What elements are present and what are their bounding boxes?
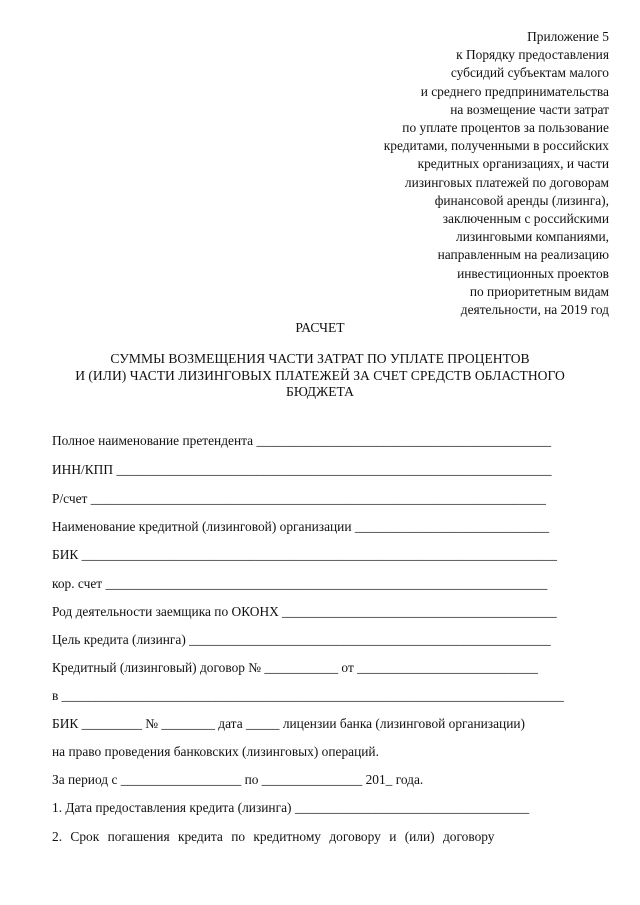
document-subtitle <box>50 351 590 401</box>
form-line-credit-date: 1. Дата предоставления кредита (лизинга) ___________________________________ <box>52 800 530 815</box>
appendix-line: Приложение 5 <box>527 29 609 44</box>
form-line-bik: БИК _______________________________________________________________________ <box>52 547 558 562</box>
appendix-line: направленным на реализацию <box>437 247 609 263</box>
appendix-line: на возмещение части затрат <box>450 101 609 117</box>
appendix-line: кредитных организациях, и части <box>417 156 609 172</box>
appendix-line: и среднего предпринимательства <box>420 83 609 99</box>
form-line-credit-org: Наименование кредитной (лизинговой) организации _____________________________ <box>52 519 550 534</box>
document-title: РАСЧЕТ <box>295 320 345 335</box>
form-line-applicant-name: Полное наименование претендента ____________________________________________ <box>52 433 552 448</box>
form-line-account: Р/счет ____________________________________________________________________ <box>52 491 547 506</box>
appendix-line: финансовой аренды (лизинга), <box>434 192 609 208</box>
subtitle-line: И (ИЛИ) ЧАСТИ ЛИЗИНГОВЫХ ПЛАТЕЖЕЙ ЗА СЧЕТ СРЕДСТВ ОБЛАСТНОГО <box>75 367 565 383</box>
form-line-credit-purpose: Цель кредита (лизинга) ______________________________________________________ <box>52 632 551 647</box>
appendix-line: инвестиционных проектов <box>457 265 609 281</box>
appendix-line: заключенным с российскими <box>442 211 609 227</box>
subtitle-line: БЮДЖЕТА <box>286 384 354 400</box>
form-line-corr-account: кор. счет __________________________________________________________________ <box>52 576 548 591</box>
appendix-line: по приоритетным видам <box>469 283 609 299</box>
form-line-in: в ___________________________________________________________________________ <box>52 688 564 703</box>
form-line-contract: Кредитный (лизинговый) договор № ___________ от ___________________________ <box>52 660 538 675</box>
appendix-header <box>384 28 609 319</box>
appendix-line: лизинговыми компаниями, <box>456 229 609 245</box>
appendix-line: лизинговых платежей по договорам <box>404 174 609 190</box>
appendix-line: деятельности, на 2019 год <box>460 302 609 318</box>
appendix-line: кредитами, полученными в российских <box>383 138 609 154</box>
appendix-line: к Порядку предоставления <box>456 47 609 63</box>
appendix-line: по уплате процентов за пользование <box>402 120 609 136</box>
form-line-period: За период с __________________ по _______________ 201_ года. <box>52 772 424 787</box>
form-line-bank-license: БИК _________ № ________ дата _____ лицензии банка (лизинговой организации) <box>52 716 525 731</box>
form-line-repayment-term: 2. Срок погашения кредита по кредитному договору и (или) договору <box>52 829 495 844</box>
appendix-line: субсидий субъектам малого <box>450 65 609 81</box>
form-line-inn-kpp: ИНН/КПП _________________________________________________________________ <box>52 462 552 477</box>
form-line-activity: Род деятельности заемщика по ОКОНХ _________________________________________ <box>52 604 557 619</box>
form-line-license-right: на право проведения банковских (лизинговых) операций. <box>52 744 379 759</box>
subtitle-line: СУММЫ ВОЗМЕЩЕНИЯ ЧАСТИ ЗАТРАТ ПО УПЛАТЕ ПРОЦЕНТОВ <box>110 351 530 366</box>
